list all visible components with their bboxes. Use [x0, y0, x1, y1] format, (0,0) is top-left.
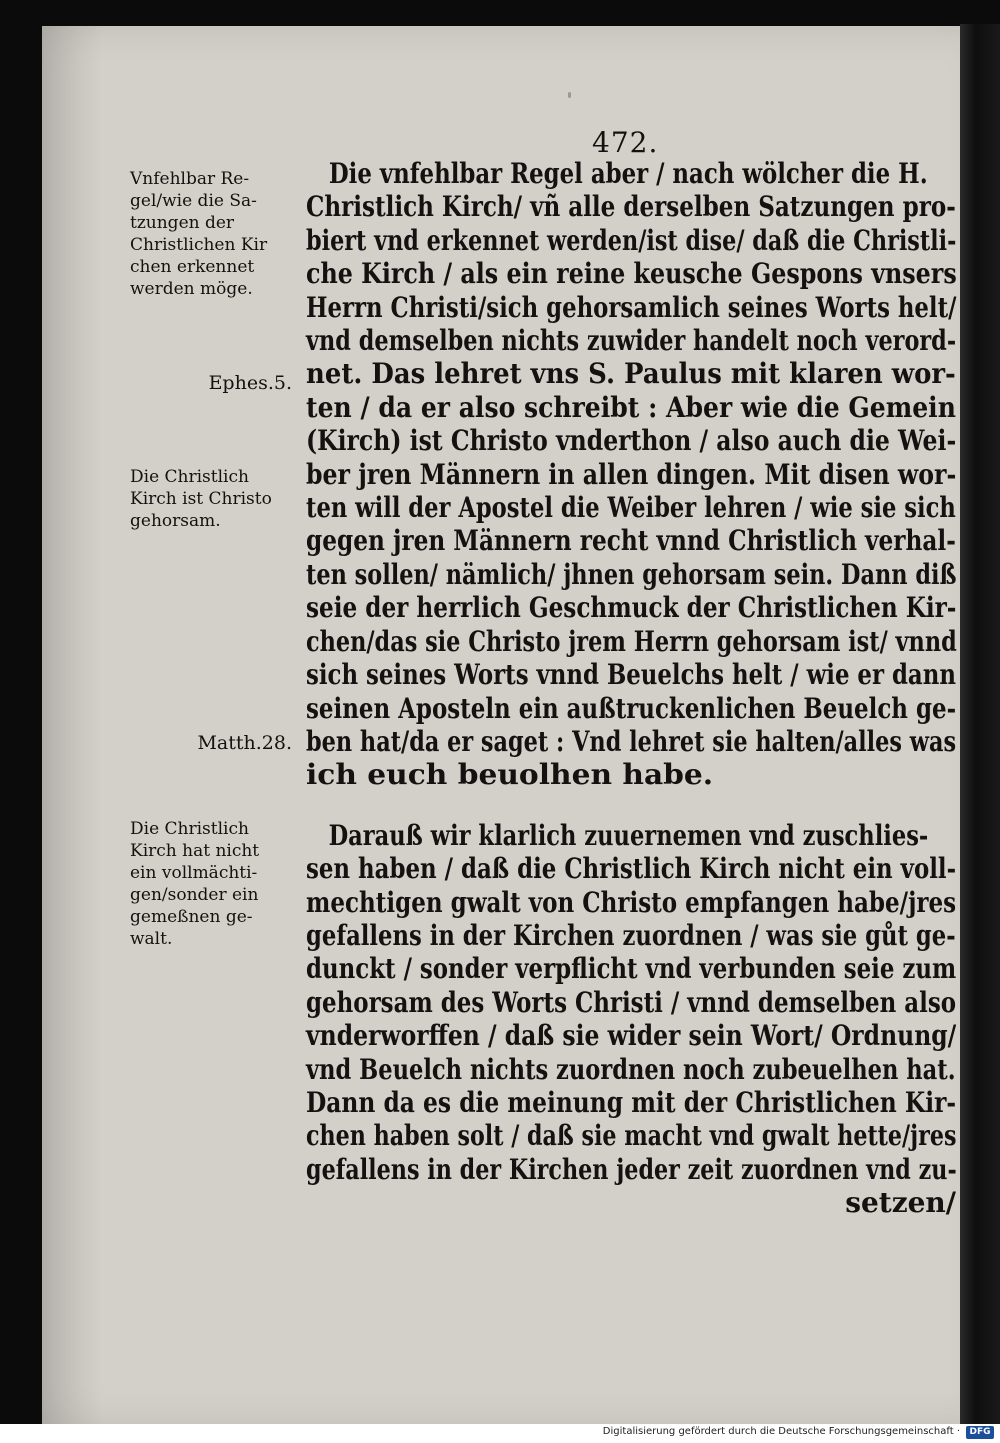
margin-note-line: Vnfehlbar Re- [130, 169, 250, 189]
margin-note-line: Christlichen Kir [130, 235, 268, 255]
margin-note-3 [130, 818, 298, 950]
text-line: vnd Beuelch nichts zuordnen noch zubeuelhen hat. [306, 1052, 956, 1086]
text-line: mechtigen gwalt von Christo empfangen habe/jres [306, 885, 957, 919]
main-text-block [306, 157, 962, 1220]
text-line: chen/das sie Christo jrem Herrn gehorsam ist/ vnnd [306, 624, 957, 658]
text-line: net. Das lehret vns S. Paulus mit klaren wor- [306, 357, 956, 391]
margin-note-line: gehorsam. [130, 511, 221, 531]
text-line: ben hat/da er saget : Vnd lehret sie halten/alles was [306, 724, 957, 758]
text-line: Herrn Christi/sich gehorsamlich seines Worts helt/ [306, 290, 957, 324]
text-line: seie der herrlich Geschmuck der Christlichen Kir- [306, 591, 957, 625]
text-line: gegen jren Männern recht vnnd Christlich verhal- [306, 524, 956, 558]
margin-ref-ephes: Ephes.5. [208, 372, 292, 394]
text-line: vnd demselben nichts zuwider handelt noch verord- [306, 324, 957, 358]
footer-bar [0, 1424, 1000, 1443]
text-line: ten sollen/ nämlich/ jhnen gehorsam sein. Dann diß [306, 557, 957, 591]
text-line: seinen Aposteln ein außtruckenlichen Beuelch ge- [306, 691, 957, 725]
text-line: Christlich Kirch/ vñ alle derselben Satzungen pro- [306, 190, 956, 224]
text-line: chen haben solt / daß sie macht vnd gwalt hette/jres [306, 1119, 957, 1153]
text-line: ich euch beuolhen habe. [306, 758, 714, 792]
text-line: vnderworffen / daß sie wider sein Wort/ Ordnung/ [306, 1019, 957, 1053]
margin-note-line: walt. [130, 929, 173, 949]
paragraph-2 [306, 819, 962, 1220]
text-line: ten / da er also schreibt : Aber wie die Gemein [306, 390, 956, 424]
page-number: 472. [592, 126, 659, 159]
margin-note-line: Die Christlich [130, 819, 249, 839]
page-edge [960, 24, 1000, 1424]
funding-notice: Digitalisierung gefördert durch die Deutsche Forschungsgemeinschaft · [602, 1426, 960, 1437]
margin-note-2 [130, 466, 298, 532]
margin-note-line: gemeßnen ge- [130, 907, 253, 927]
text-line: gefallens in der Kirchen zuordnen / was sie gůt ge- [306, 918, 956, 952]
catchword: setzen/ [845, 1186, 956, 1220]
text-line: gefallens in der Kirchen jeder zeit zuordnen vnd zu- [306, 1152, 957, 1186]
text-line: dunckt / sonder verpflicht vnd verbunden seie zum [306, 952, 957, 986]
ink-smudge [568, 92, 571, 98]
margin-note-line: Die Christlich [130, 467, 249, 487]
paragraph-1 [306, 157, 962, 792]
margin-note-line: gel/wie die Sa- [130, 191, 257, 211]
margin-note-line: Kirch ist Christo [130, 489, 272, 509]
text-line: ten will der Apostel die Weiber lehren / wie sie sich [306, 491, 956, 525]
text-line: (Kirch) ist Christo vnderthon / also auch die Wei- [306, 424, 957, 458]
margin-note-line: werden möge. [130, 279, 253, 299]
text-line: ber jren Männern in allen dingen. Mit disen wor- [306, 457, 957, 491]
text-line: sich seines Worts vnnd Beuelchs helt / wie er dann [306, 658, 956, 692]
margin-note-line: tzungen der [130, 213, 235, 233]
margin-note-line: chen erkennet [130, 257, 255, 277]
margin-note-line: Kirch hat nicht [130, 841, 260, 861]
margin-note-line: ein vollmächti- [130, 863, 258, 883]
gutter-shadow [42, 26, 102, 1426]
dfg-logo: DFG [966, 1426, 994, 1439]
text-line: sen haben / daß die Christlich Kirch nicht ein voll- [306, 852, 957, 886]
text-line: che Kirch / als ein reine keusche Gespons vnsers [306, 257, 957, 291]
margin-ref-matth: Matth.28. [197, 732, 292, 754]
margin-note-line: gen/sonder ein [130, 885, 259, 905]
text-line: Dann da es die meinung mit der Christlichen Kir- [306, 1085, 957, 1119]
text-line: biert vnd erkennet werden/ist dise/ daß die Christli- [306, 223, 957, 257]
margin-note-1 [130, 168, 298, 300]
text-line: Die vnfehlbar Regel aber / nach wölcher die H. [328, 157, 928, 190]
text-line: gehorsam des Worts Christi / vnnd demselben also [306, 985, 957, 1019]
text-line: Darauß wir klarlich zuuernemen vnd zuschlies- [328, 818, 929, 852]
